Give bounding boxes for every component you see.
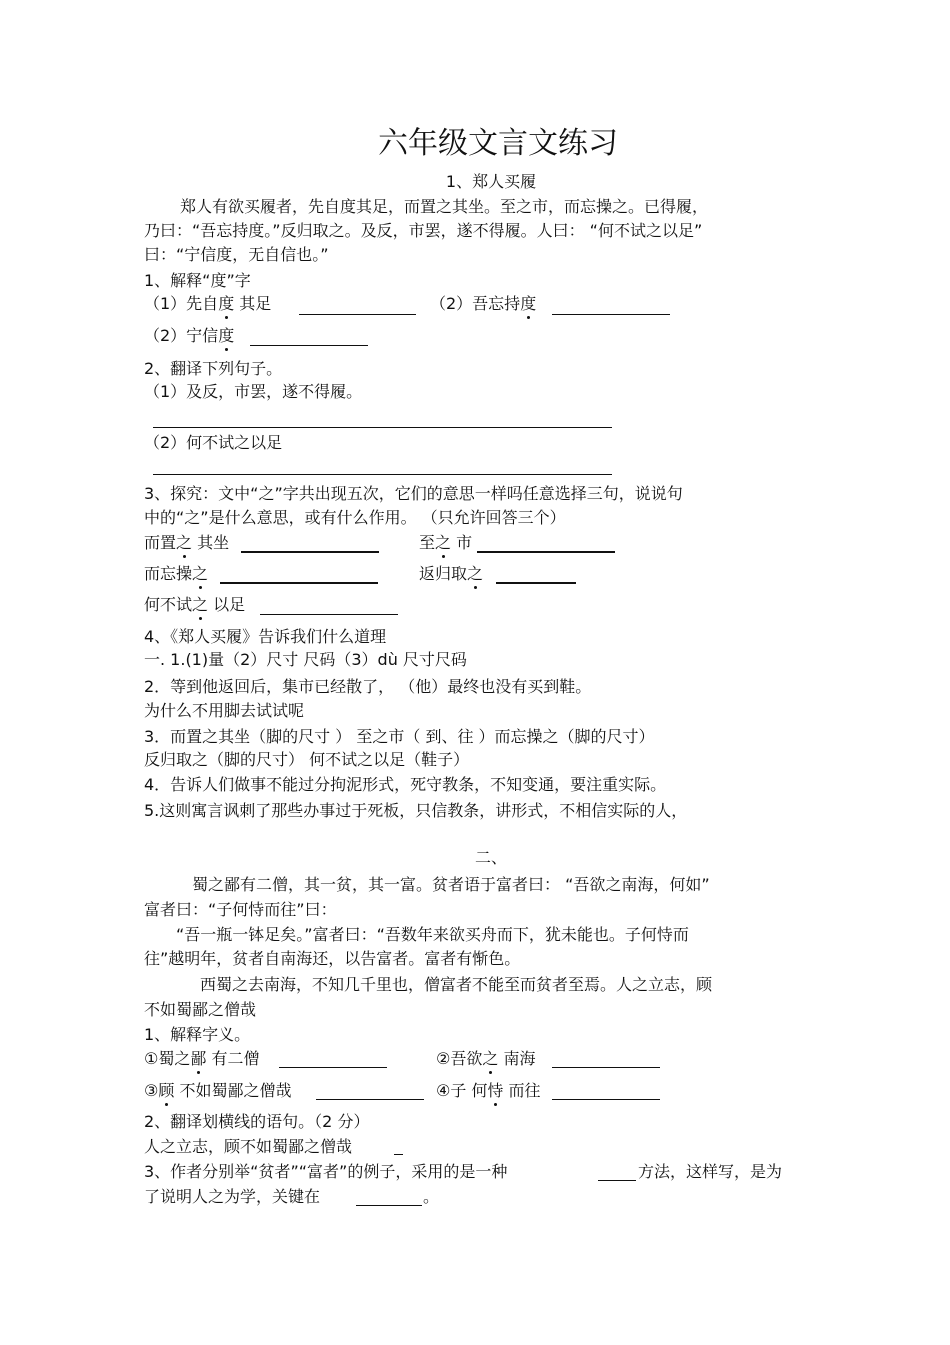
answer-line[interactable] <box>153 474 612 475</box>
q3-item-text: 市 <box>451 533 473 552</box>
q1-item-b <box>436 1049 535 1069</box>
q1-item-text: ①蜀之 <box>144 1049 191 1068</box>
passage-line: “吾一瓶一钵足矣。”富者曰：“吾数年来欲买舟而下，犹未能也。子何恃而 <box>176 925 689 944</box>
q1-item-text: ④子 何 <box>436 1081 488 1100</box>
passage-line: 蜀之鄙有二僧，其一贫，其一富。贫者语于富者曰： “吾欲之南海，何如” <box>192 875 710 894</box>
answer-blank[interactable] <box>598 1180 636 1181</box>
dotted-char: 之 <box>482 1049 499 1068</box>
q1-item-b <box>430 294 536 314</box>
q3-item-text: 其坐 <box>192 533 230 552</box>
q3-item-text: 以足 <box>208 595 246 614</box>
question-3-end: 。 <box>423 1187 440 1206</box>
answer-line-6: 4．告诉人们做事不能过分拘泥形式，死守教条，不知变通，要注重实际。 <box>144 775 667 794</box>
q2-sentence: 人之立志，顾不如蜀鄙之僧哉 <box>144 1137 353 1156</box>
q1-item-text: （2）吾忘持 <box>430 294 521 313</box>
question-3-cont: 了说明人之为学，关键在 <box>144 1187 321 1206</box>
answer-blank[interactable] <box>260 614 398 615</box>
question-3: 3、探究：文中“之”字共出现五次，它们的意思一样吗任意选择三句，说说句 <box>144 484 683 503</box>
q1-item-text: （1）先自 <box>144 294 219 313</box>
answer-line-3: 为什么不用脚去试试呢 <box>144 701 305 720</box>
answer-blank[interactable] <box>250 345 368 346</box>
q3-item-text: 何不试 <box>144 595 193 614</box>
answer-blank[interactable] <box>299 314 416 315</box>
q1-item-a <box>144 1049 259 1069</box>
dotted-char: 之 <box>467 564 484 583</box>
q3-item-5 <box>144 595 245 615</box>
dotted-char: 度 <box>520 294 537 313</box>
q3-item-2 <box>419 533 472 553</box>
dotted-char: 鄙 <box>190 1049 207 1068</box>
answer-line-5: 反归取之（脚的尺寸） 何不试之以足（鞋子） <box>144 750 470 769</box>
q3-item-text: 而置 <box>144 533 177 552</box>
dotted-char: 之 <box>176 533 193 552</box>
answer-line-7: 5.这则寓言讽刺了那些办事过于死板，只信教条，讲形式，不相信实际的人， <box>144 801 688 820</box>
dotted-char: 之 <box>192 595 209 614</box>
q1-item-text: 有二僧 <box>206 1049 260 1068</box>
dotted-char: 之 <box>192 564 209 583</box>
q3-item-4 <box>419 564 483 584</box>
q1-item-text: ③ <box>144 1081 159 1100</box>
q1-item-c <box>144 326 234 346</box>
section-1-heading: 1、郑人买履 <box>445 172 537 191</box>
passage-line: 富者曰：“子何恃而往”曰： <box>144 900 337 919</box>
page-title: 六年级文言文练习 <box>378 126 618 161</box>
question-1: 1、解释“度”字 <box>144 271 251 290</box>
passage-line: 往”越明年，贫者自南海还，以告富者。富者有惭色。 <box>144 949 521 968</box>
dotted-char: 恃 <box>487 1081 504 1100</box>
question-2: 2、翻译下列句子。 <box>144 359 283 378</box>
dotted-char: 之 <box>435 533 452 552</box>
answer-line-4: 3．而置之其坐（脚的尺寸 ） 至之市（ 到、往 ）而忘操之（脚的尺寸） <box>144 727 655 746</box>
q3-item-text: 至 <box>419 533 436 552</box>
question-1: 1、解释字义。 <box>144 1025 251 1044</box>
answer-line[interactable] <box>153 427 612 428</box>
section-2-heading: 二、 <box>474 848 507 867</box>
question-3: 3、作者分别举“贫者”“富者”的例子，采用的是一种 <box>144 1162 508 1181</box>
q3-item-1 <box>144 533 229 553</box>
q1-item-text: ②吾欲 <box>436 1049 483 1068</box>
answer-blank[interactable] <box>241 551 379 553</box>
q1-item-d <box>436 1081 541 1101</box>
answer-blank[interactable] <box>496 582 576 584</box>
q3-item-3 <box>144 564 208 584</box>
dotted-char: 度 <box>218 326 235 345</box>
answer-blank[interactable] <box>394 1154 403 1155</box>
passage-line: 乃曰：“吾忘持度。”反归取之。及反，市罢，遂不得履。人曰： “何不试之以足” <box>144 221 703 240</box>
dotted-char: 顾 <box>158 1081 175 1100</box>
q1-item-text: 其足 <box>234 294 272 313</box>
passage-line: 西蜀之去南海，不知几千里也，僧富者不能至而贫者至焉。人之立志，顾 <box>200 975 713 994</box>
question-2: 2、翻译划横线的语句。（2 分） <box>144 1112 370 1131</box>
q1-item-text: 南海 <box>498 1049 536 1068</box>
passage-line: 曰：“宁信度，无自信也。” <box>144 245 329 264</box>
q3-item-text: 返归取 <box>419 564 468 583</box>
answer-blank[interactable] <box>220 582 378 584</box>
answer-line-1: 一. 1.(1)量（2）尺寸 尺码（3）dù 尺寸尺码 <box>144 650 467 669</box>
answer-blank[interactable] <box>477 551 615 553</box>
answer-blank[interactable] <box>279 1067 387 1068</box>
q2-item-a: （1）及反，市罢，遂不得履。 <box>144 382 363 401</box>
passage-line: 郑人有欲买履者，先自度其足，而置之其坐。至之市，而忘操之。已得履， <box>180 197 709 216</box>
answer-line-2: 2．等到他返回后，集市已经散了， （他）最终也没有买到鞋。 <box>144 677 592 696</box>
q3-item-text: 而忘操 <box>144 564 193 583</box>
dotted-char: 度 <box>218 294 235 313</box>
question-3-tail: 方法，这样写，是为 <box>638 1162 783 1181</box>
q1-item-a <box>144 294 271 314</box>
answer-blank[interactable] <box>552 314 670 315</box>
passage-line: 不如蜀鄙之僧哉 <box>144 1000 257 1019</box>
q1-item-c <box>144 1081 291 1101</box>
q1-item-text: （2）宁信 <box>144 326 219 345</box>
q1-item-text: 而往 <box>503 1081 541 1100</box>
answer-blank[interactable] <box>356 1205 422 1206</box>
question-4: 4、《郑人买履》告诉我们什么道理 <box>144 627 387 646</box>
question-3-cont: 中的“之”是什么意思，或有什么作用。 （只允许回答三个） <box>144 508 566 527</box>
answer-blank[interactable] <box>552 1067 660 1068</box>
q1-item-text: 不如蜀鄙之僧哉 <box>174 1081 292 1100</box>
answer-blank[interactable] <box>552 1099 660 1100</box>
q2-item-b: （2）何不试之以足 <box>144 433 283 452</box>
answer-blank[interactable] <box>316 1099 424 1100</box>
